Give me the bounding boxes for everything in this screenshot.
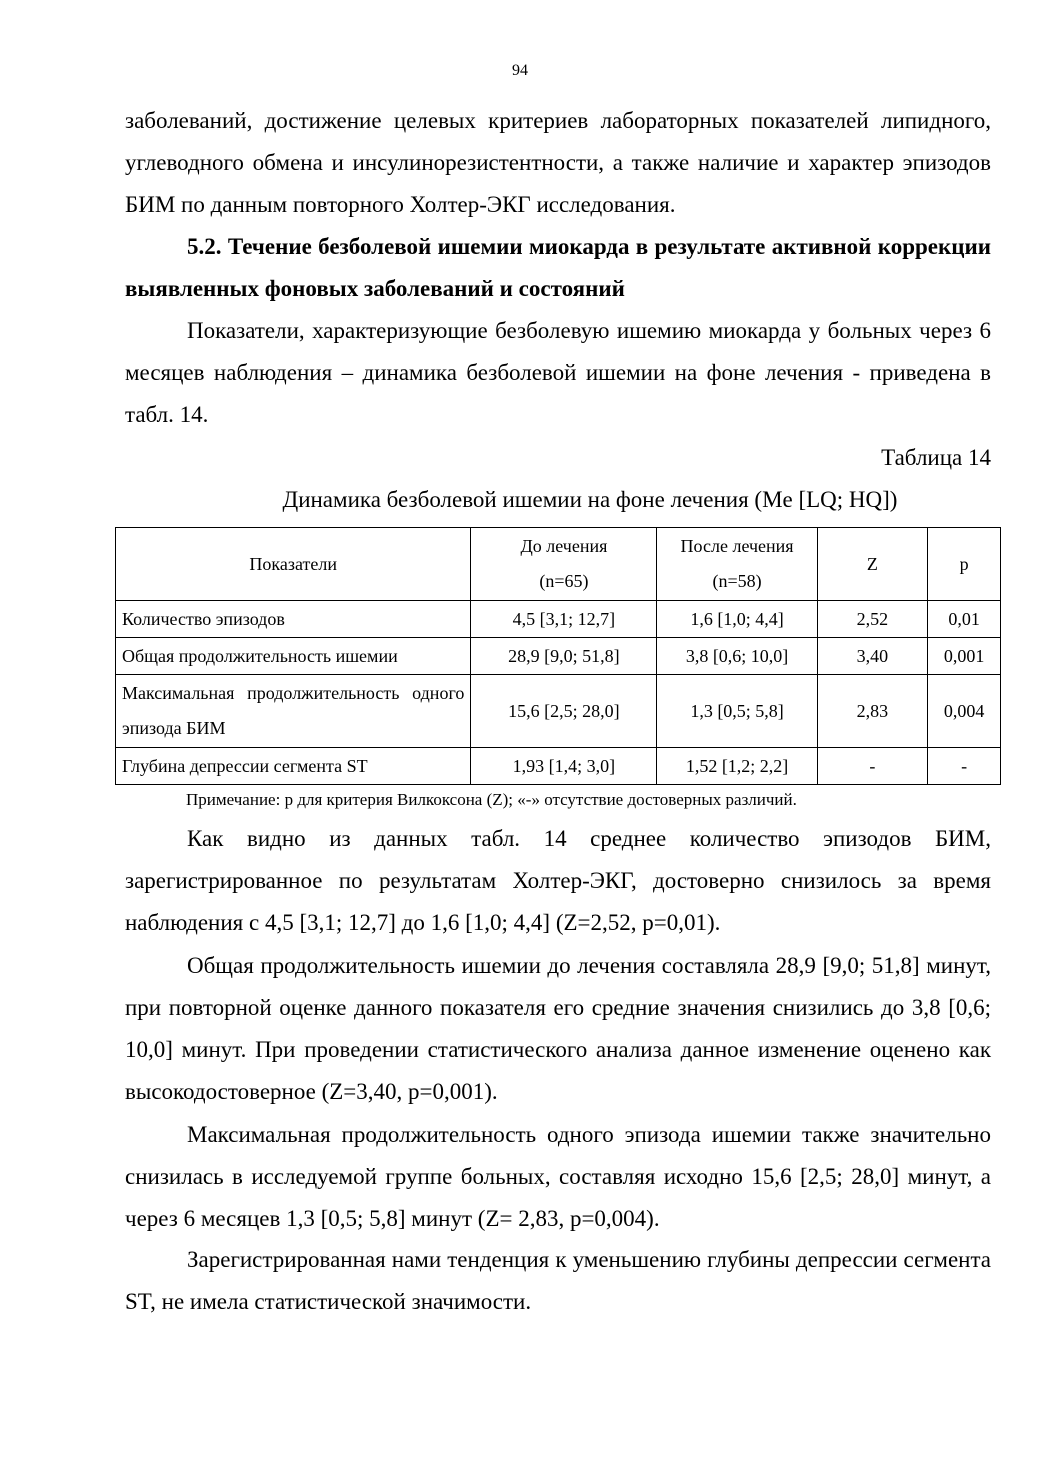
table-row <box>116 748 1001 785</box>
table-note: Примечание: p для критерия Вилкоксона (Z); «-» отсутствие достоверных различий. <box>186 790 797 809</box>
cell-before: 15,6 [2,5; 28,0] <box>471 675 657 748</box>
page-number: 94 <box>512 62 528 79</box>
body-paragraph: Максимальная продолжительность одного эпизода ишемии также значительно снизилась в исследуемой группе больных, составляя исходно 15,6 [2,5; 28,0] минут, а через 6 месяцев 1,3 [0,5; 5,8] минут (Z= 2,83, p=0,004). <box>125 1122 991 1231</box>
cell-p: 0,004 <box>928 675 1001 748</box>
header-after <box>657 528 817 601</box>
table-row <box>116 638 1001 675</box>
cell-before: 4,5 [3,1; 12,7] <box>471 601 657 638</box>
cell-indicator: Количество эпизодов <box>116 601 471 638</box>
table-row <box>116 601 1001 638</box>
section-heading: 5.2. Течение безболевой ишемии миокарда в результате активной коррекции выявленных фоновых заболеваний и состояний <box>125 234 991 301</box>
header-after-title: После лечения <box>680 536 794 556</box>
header-after-n: (n=58) <box>712 571 762 591</box>
cell-after: 1,6 [1,0; 4,4] <box>657 601 817 638</box>
paragraph-intro: Показатели, характеризующие безболевую ишемию миокарда у больных через 6 месяцев наблюдения – динамика безболевой ишемии на фоне лечения - приведена в табл. 14. <box>125 318 991 427</box>
cell-indicator: Общая продолжительность ишемии <box>116 638 471 675</box>
cell-p: - <box>928 748 1001 785</box>
cell-indicator: Максимальная продолжительность одного эпизода БИМ <box>116 675 471 748</box>
body-paragraph: Общая продолжительность ишемии до лечения составляла 28,9 [9,0; 51,8] минут, при повторной оценке данного показателя его средние значения снизились до 3,8 [0,6; 10,0] минут. При проведении статистического анализа данное изменение оценено как высокодостоверное (Z=3,40, p=0,001). <box>125 953 991 1104</box>
header-indicator: Показатели <box>116 528 471 601</box>
table-header-row <box>116 528 1001 601</box>
cell-z: 2,83 <box>817 675 927 748</box>
body-paragraph: Как видно из данных табл. 14 среднее количество эпизодов БИМ, зарегистрированное по результатам Холтер-ЭКГ, достоверно снизилось за время наблюдения с 4,5 [3,1; 12,7] до 1,6 [1,0; 4,4] (Z=2,52, p=0,01). <box>125 826 991 935</box>
cell-z: - <box>817 748 927 785</box>
header-before <box>471 528 657 601</box>
header-before-n: (n=65) <box>539 571 589 591</box>
cell-before: 1,93 [1,4; 3,0] <box>471 748 657 785</box>
table-label: Таблица 14 <box>881 445 991 470</box>
cell-after: 1,52 [1,2; 2,2] <box>657 748 817 785</box>
cell-p: 0,01 <box>928 601 1001 638</box>
header-p: p <box>928 528 1001 601</box>
table-row <box>116 675 1001 748</box>
header-z: Z <box>817 528 927 601</box>
paragraph-continued: заболеваний, достижение целевых критериев лабораторных показателей липидного, углеводного обмена и инсулинорезистентности, а также наличие и характер эпизодов БИМ по данным повторного Холтер-ЭКГ исследования. <box>125 108 991 217</box>
cell-before: 28,9 [9,0; 51,8] <box>471 638 657 675</box>
cell-z: 2,52 <box>817 601 927 638</box>
table-caption: Динамика безболевой ишемии на фоне лечения (Me [LQ; HQ]) <box>282 487 898 512</box>
cell-p: 0,001 <box>928 638 1001 675</box>
data-table <box>115 527 1001 785</box>
header-before-title: До лечения <box>520 536 608 556</box>
cell-indicator: Глубина депрессии сегмента ST <box>116 748 471 785</box>
body-paragraph: Зарегистрированная нами тенденция к уменьшению глубины депрессии сегмента ST, не имела статистической значимости. <box>125 1247 991 1314</box>
cell-z: 3,40 <box>817 638 927 675</box>
cell-after: 3,8 [0,6; 10,0] <box>657 638 817 675</box>
cell-after: 1,3 [0,5; 5,8] <box>657 675 817 748</box>
